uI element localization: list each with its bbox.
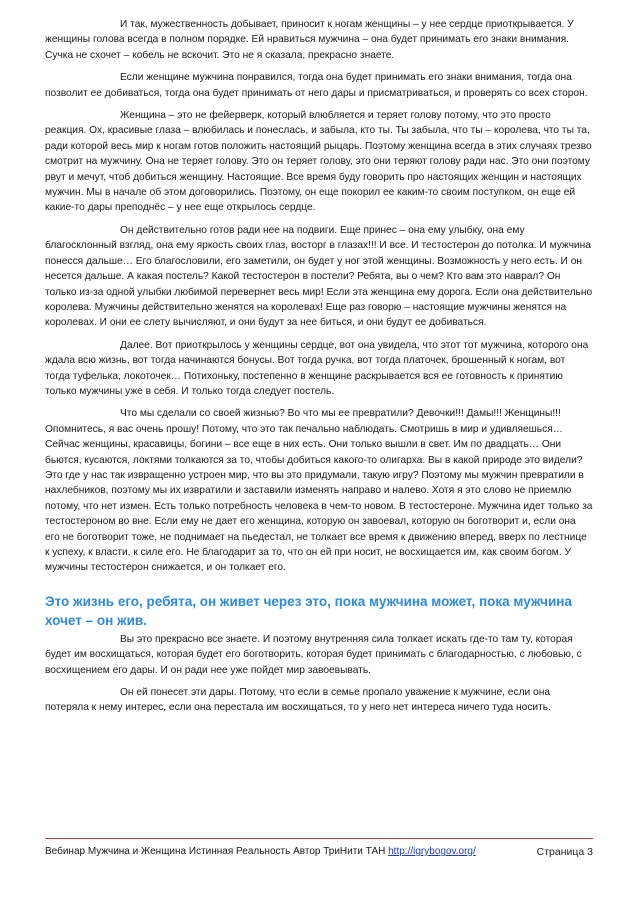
page-footer [45,838,593,859]
section-heading: Это жизнь его, ребята, он живет через это, пока мужчина может, пока мужчина хочет – он жив. [45,593,572,628]
paragraph-3: Женщина – это не фейерверк, который влюбляется и теряет голову потому, что это просто реакция. Ох, красивые глаза – влюбилась и понеслась, и забыла, кто ты. Ты забыла, что ты – королева, что ты та, ради которой весь мир к ногам готов положить настоящий рыцарь. Поэтому женщина всегда в этих случаях трезво смотрит на мужчину. Она не теряет голову. Это он теряет голову, это они теряют голову ради нас. Это они поэтому рвут и мечут, чтоб добиться женщину. Настоящие. Все время буду говорить про настоящих женщин и настоящих мужчин. Мы в начале об этом договорились. Поэтому, он еще покорил ее каким-то своим поступком, он еще ей какие-то дары преподнёс – у нее еще открылось сердце. [45,110,592,214]
paragraph-2: Если женщине мужчина понравился, тогда она будет принимать его знаки внимания, тогда она позволит ее добиваться, тогда она будет принимать от него дары и присматриваться, и проверять со всех сторон. [45,72,588,99]
footer-caption [45,845,476,859]
footer-link[interactable]: http://igrybogov.org/ [388,846,476,857]
paragraph-5: Далее. Вот приоткрылось у женщины сердце, вот она увидела, что этот тот мужчина, которого она ждала всю жизнь, вот тогда начинаются бонусы. Вот тогда ручка, вот тогда платочек, брошенный к ногам, вот тогда туфелька, локоточек… Потихоньку, постепенно в женщине раскрывается вся ее готовность к принятию только мужчины уже в себя. И только тогда следует постель. [45,339,589,397]
page-number: Страница 3 [536,846,593,858]
paragraph-6: Что мы сделали со своей жизнью? Во что мы ее превратили? Девочки!!! Дамы!!! Женщины!!! Опомнитесь, я вас очень прошу! Потому, что это так печально наблюдать. Смотришь в мир и удивляешься… Сейчас женщины, красавицы, богини – все еще в них есть. Они только вышли в свет. Им по двадцать… Они бьются, кусаются, локтями толкаются за то, чтобы добиться какого-то олигарха. Вы в какой природе это видели? Это где у нас так извращенно устроен мир, что вы это придумали, такую игру? Поэтому мы мужчин превратили в нахлебников, поэтому мы их извратили и заставили изменять направо и налево. Хотя я это слово не приемлю потому, что нет измен. Есть только потребность человека в чем-то новом. В тестостероне. Мужчина идет только за тестостероном во вне. Если ему не дает его женщина, которую он завоевал, которую он боготворит и, если она его не боготворит тоже, не поднимает на пьедестал, не толкает все время к движению вперед, вверх по лестнице к успеху, к власти, к силе его. Не благодарит за то, что он ей при носит, не восхищается им, как своим богом. У мужчины тестостерон снижается, и он толкает его. [45,408,593,574]
paragraph-1: И так, мужественность добывает, приносит к ногам женщины – у нее сердце приоткрывается. У женщины голова всегда в полном порядке. Ей нравиться мужчина – она будет принимать его знаки внимания. Сучка не схочет – кобель не вскочит. Это не я сказала, прекрасно знаете. [45,19,574,61]
footer-text: Вебинар Мужчина и Женщина Истинная Реальность Автор ТриНити ТАН [45,846,389,857]
paragraph-7: Вы это прекрасно все знаете. И поэтому внутренняя сила толкает искать где-то там ту, которая будет им восхищаться, которая будет его боготворить, которая будет принимать с благодарностью, с любовью, с восхищением его дары. И он ради нее уже пойдет мир завоевывать. [45,633,582,676]
paragraph-8: Он ей понесет эти дары. Потому, что если в семье пропало уважение к мужчине, если она потеряла к нему интерес, если она перестала им восхищаться, то у него нет интереса ничего туда носить. [45,687,551,714]
document-body [45,17,593,723]
paragraph-4: Он действительно готов ради нее на подвиги. Еще принес – она ему улыбку, она ему благосклонный взгляд, она ему яркость своих глаз, восторг в глазах!!! И все. И тестостерон до потолка. И мужчина понесся дальше… Его благословили, его заметили, он будет у ног этой женщины. Возможность у него есть. И он несется дальше. А какая постель? Какой тестостерон в постели? Ребята, вы о чем? Кто вам это наврал? Он только из-за одной улыбки любимой перевернет весь мир! Если эта женщина ему дорога. Если она действительно королева. Мужчины действительно женятся на королевах! Еще раз говорю – настоящие мужчины женятся на королевах. И они ее слету вычисляют, и они будут за нее биться, и они будут ее добиваться. [45,224,593,329]
